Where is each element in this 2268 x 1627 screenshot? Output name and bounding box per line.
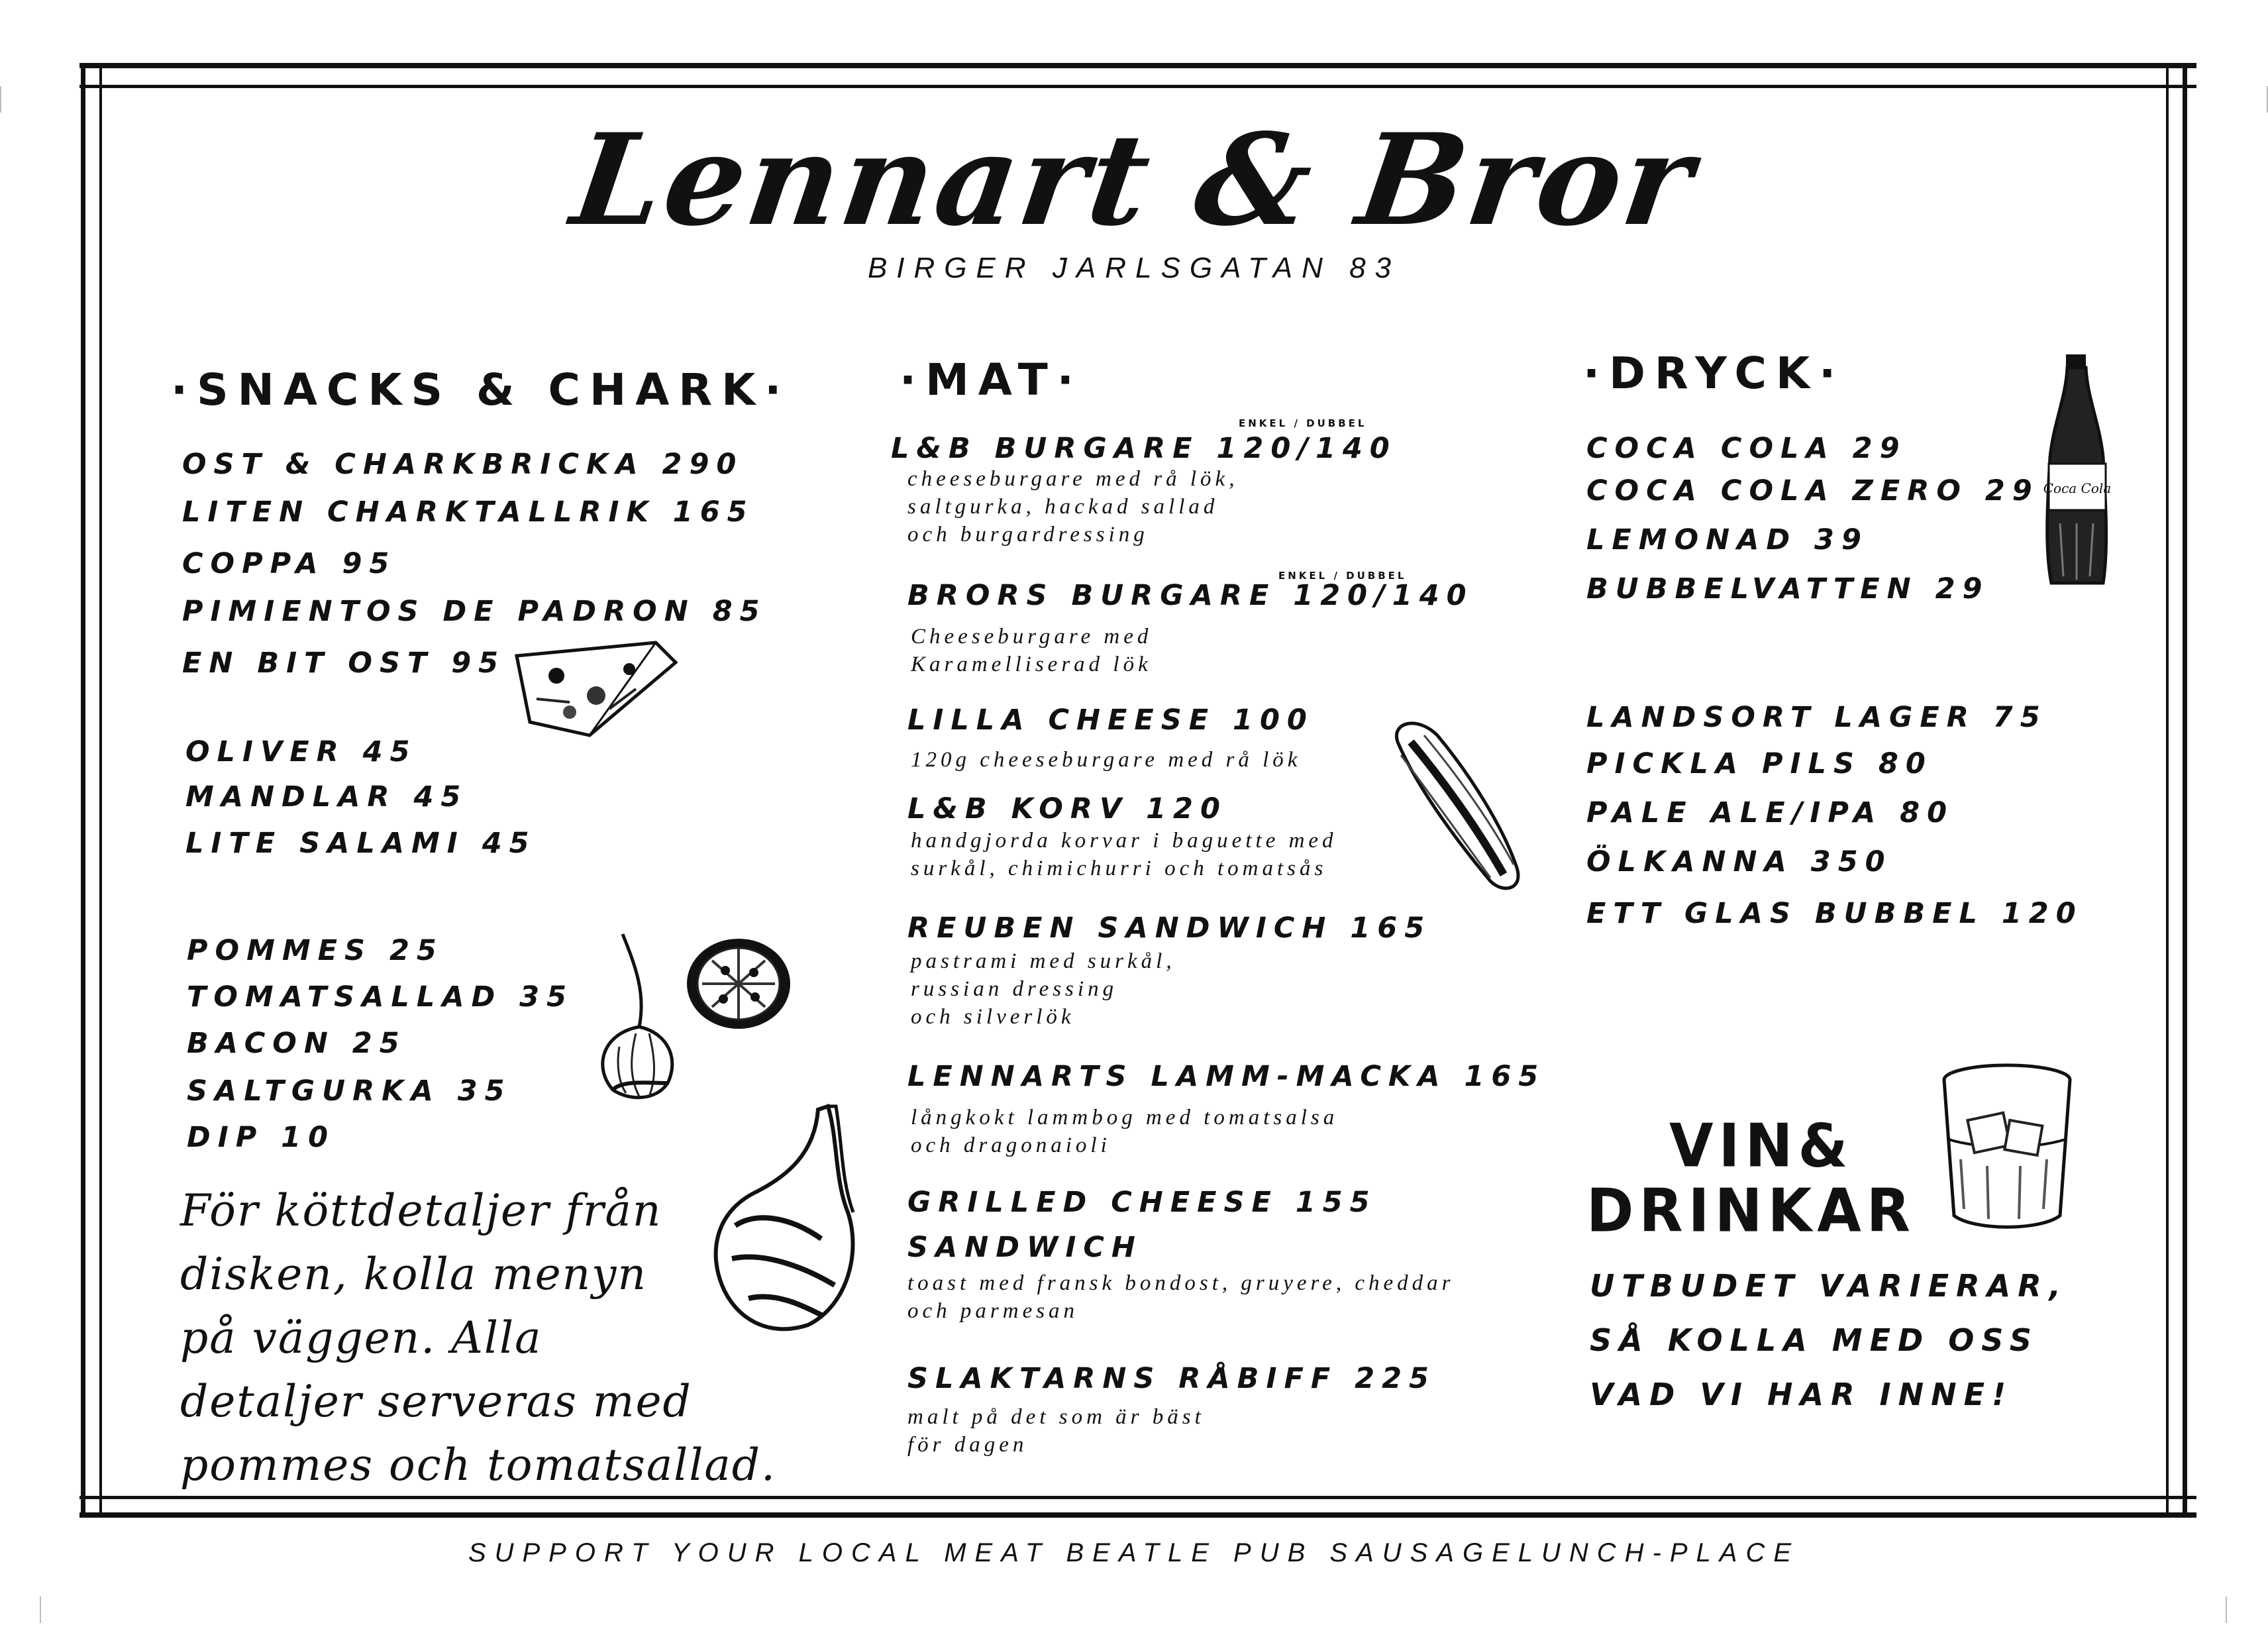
- size-label: ENKEL / DUBBEL: [1239, 417, 1367, 429]
- menu-item: PIMIENTOS DE PADRON 85: [182, 595, 767, 628]
- menu-item-desc: [907, 465, 1238, 549]
- desc-line: Karamelliserad lök: [911, 653, 1152, 676]
- footer-tagline: SUPPORT YOUR LOCAL MEAT BEATLE PUB SAUSAGELUNCH-PLACE: [468, 1538, 1800, 1567]
- drink-item: LANDSORT LAGER 75: [1586, 701, 2047, 734]
- desc-line: handgjorda korvar i baguette med: [911, 829, 1337, 853]
- desc-line: toast med fransk bondost, gruyere, cheddar: [907, 1271, 1455, 1295]
- desc-line: och dragonaioli: [911, 1133, 1111, 1157]
- drink-item: LEMONAD 39: [1586, 523, 1869, 556]
- drink-item: PALE ALE/IPA 80: [1586, 796, 1955, 829]
- restaurant-address: BIRGER JARLSGATAN 83: [867, 252, 1401, 284]
- menu-item: OLIVER 45: [185, 735, 417, 768]
- menu-item: COPPA 95: [182, 547, 397, 580]
- note-line: pommes och tomatsallad.: [180, 1440, 776, 1491]
- desc-line: och silverlök: [911, 1005, 1075, 1029]
- whisky-glass-icon: [1934, 1060, 2080, 1232]
- menu-item: TOMATSALLAD 35: [187, 980, 574, 1014]
- menu-item-desc: [911, 623, 1152, 678]
- desc-line: för dagen: [907, 1433, 1028, 1457]
- drink-item: BUBBELVATTEN 29: [1586, 572, 1990, 605]
- menu-item-name: BRORS BURGARE 120/140: [907, 579, 1474, 612]
- vin-heading-line1: VIN&: [1669, 1111, 1853, 1181]
- menu-item: SALTGURKA 35: [187, 1075, 512, 1108]
- menu-item-name: GRILLED CHEESE 155: [907, 1186, 1377, 1219]
- menu-item-desc: [911, 827, 1337, 882]
- vin-heading-line2: DRINKAR: [1586, 1176, 1916, 1246]
- desc-line: långkokt lammbog med tomatsalsa: [911, 1106, 1339, 1129]
- note-line: disken, kolla menyn: [180, 1249, 647, 1300]
- menu-item: OST & CHARKBRICKA 290: [182, 448, 744, 481]
- menu-item-name: LILLA CHEESE 100: [907, 704, 1314, 737]
- garlic-icon: [583, 927, 682, 1100]
- menu-item: MANDLAR 45: [185, 780, 468, 814]
- tomato-slice-icon: [682, 934, 795, 1033]
- drink-item: COCA COLA 29: [1586, 432, 1907, 465]
- vin-text-line: VAD VI HAR INNE!: [1590, 1377, 2014, 1412]
- crop-mark: [0, 86, 1, 113]
- desc-line: cheeseburgare med rå lök,: [907, 467, 1239, 491]
- menu-item-desc: [907, 1269, 1454, 1325]
- size-label: ENKEL / DUBBEL: [1278, 570, 1407, 582]
- desc-line: surkål, chimichurri och tomatsås: [911, 857, 1327, 880]
- crop-mark: [2226, 1597, 2227, 1623]
- meat-counter-note: [180, 1179, 776, 1497]
- note-line: på väggen. Alla: [180, 1312, 542, 1363]
- desc-line: 120g cheeseburgare med rå lök: [911, 748, 1302, 772]
- menu-item-desc: [911, 1104, 1338, 1159]
- menu-item-name: LENNARTS LAMM-MACKA 165: [907, 1060, 1546, 1093]
- drink-item: PICKLA PILS 80: [1586, 747, 1933, 780]
- menu-item-name: L&B KORV 120: [907, 792, 1227, 825]
- note-line: För köttdetaljer från: [180, 1185, 662, 1236]
- desc-line: saltgurka, hackad sallad: [907, 495, 1219, 519]
- vin-text-line: UTBUDET VARIERAR,: [1590, 1268, 2068, 1304]
- section-heading-mat: ·MAT·: [900, 354, 1083, 405]
- note-line: detaljer serveras med: [180, 1376, 692, 1427]
- section-heading-dryck: ·DRYCK·: [1583, 348, 1845, 399]
- menu-item-desc: [907, 1403, 1205, 1459]
- crop-mark: [40, 1597, 41, 1623]
- section-heading-snacks: ·SNACKS & CHARK·: [171, 364, 791, 415]
- menu-item: POMMES 25: [187, 934, 444, 967]
- vin-text-line: SÅ KOLLA MED OSS: [1590, 1322, 2039, 1358]
- drink-item: COCA COLA ZERO 29: [1586, 474, 2039, 507]
- menu-item: LITE SALAMI 45: [185, 827, 537, 860]
- cola-bottle-icon: [2037, 351, 2116, 590]
- desc-line: malt på det som är bäst: [907, 1405, 1205, 1429]
- menu-item-name: REUBEN SANDWICH 165: [907, 912, 1432, 945]
- menu-item-desc: [911, 746, 1301, 774]
- menu-item-name: L&B BURGARE 120/140: [891, 432, 1397, 465]
- drink-item: ETT GLAS BUBBEL 120: [1586, 897, 2083, 930]
- menu-item-name-line2: SANDWICH: [907, 1231, 1143, 1264]
- desc-line: och parmesan: [907, 1299, 1079, 1323]
- menu-item-desc: [911, 947, 1176, 1031]
- desc-line: russian dressing: [911, 977, 1118, 1001]
- menu-item: EN BIT OST 95: [182, 647, 506, 680]
- menu-item: DIP 10: [187, 1121, 336, 1154]
- restaurant-title: Lennart & Bror: [564, 106, 1704, 254]
- menu-item: BACON 25: [187, 1027, 407, 1060]
- cheese-icon: [510, 636, 682, 742]
- bottle-label: Coca Cola: [2043, 480, 2112, 496]
- desc-line: och burgardressing: [907, 523, 1149, 547]
- menu-item-name: SLAKTARNS RÅBIFF 225: [907, 1362, 1436, 1395]
- menu-item: LITEN CHARKTALLRIK 165: [182, 496, 754, 529]
- desc-line: pastrami med surkål,: [911, 949, 1176, 973]
- desc-line: Cheeseburgare med: [911, 625, 1153, 649]
- drink-item: ÖLKANNA 350: [1586, 845, 1892, 878]
- steak-icon: [696, 1100, 874, 1338]
- hotdog-icon: [1384, 715, 1530, 894]
